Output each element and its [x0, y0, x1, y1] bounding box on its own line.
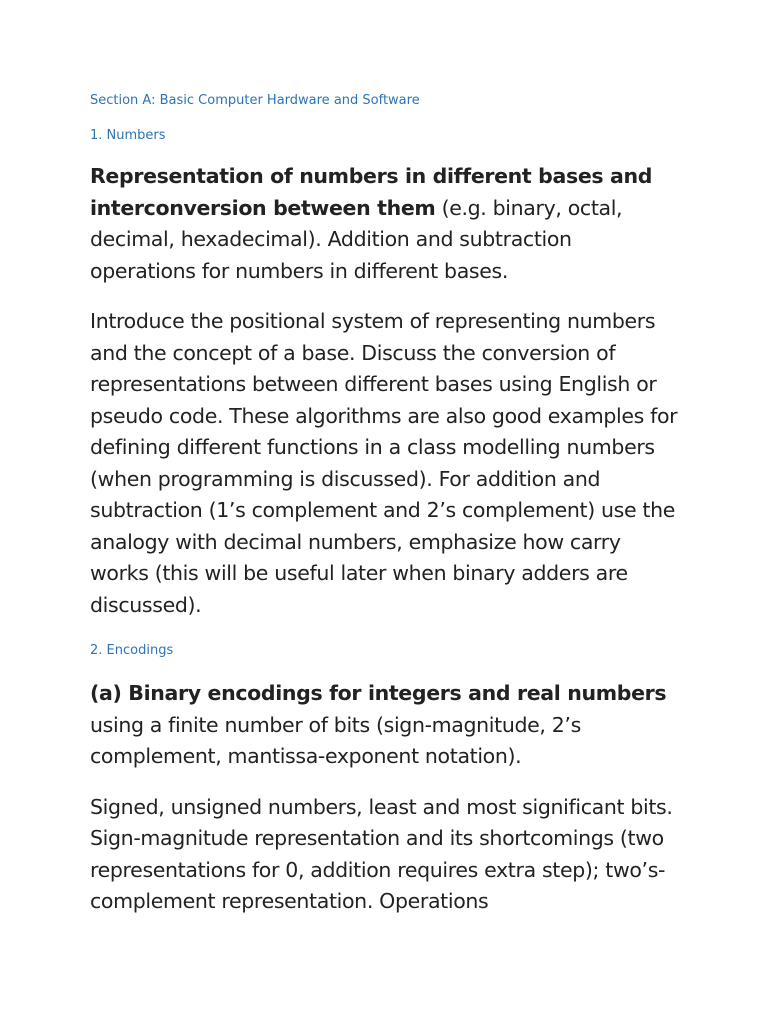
numbers-summary-paragraph: [90, 161, 678, 287]
numbers-summary-bold: Representation of numbers in different bases and interconversion between them: [90, 164, 653, 220]
encodings-summary-bold: (a) Binary encodings for integers and real numbers: [90, 681, 667, 705]
numbers-summary-text: (e.g. binary, octal, decimal, hexadecimal). Addition and subtraction operations for numbers in different bases.: [90, 195, 623, 283]
encodings-detail-paragraph: Signed, unsigned numbers, least and most significant bits. Sign-magnitude representation and its shortcomings (two representations for 0, addition requires extra step); two’s-complement representation. Operations: [90, 794, 673, 913]
numbers-heading: 1. Numbers: [90, 128, 166, 143]
numbers-detail-paragraph: Introduce the positional system of representing numbers and the concept of a base. Discuss the conversion of representations between different bases using English or pseudo code. These algorithms are also good examples for defining different functions in a class modelling numbers (when programming is discussed). For addition and subtraction (1’s complement and 2’s complement) use the analogy with decimal numbers, emphasize how carry works (this will be useful later when binary adders are discussed).: [90, 309, 678, 617]
encodings-heading: 2. Encodings: [90, 643, 174, 658]
section-heading: Section A: Basic Computer Hardware and Software: [90, 93, 420, 108]
encodings-summary-text: using a finite number of bits (sign-magnitude, 2’s complement, mantissa-exponent notation).: [90, 712, 581, 768]
encodings-summary-paragraph: [90, 678, 678, 773]
